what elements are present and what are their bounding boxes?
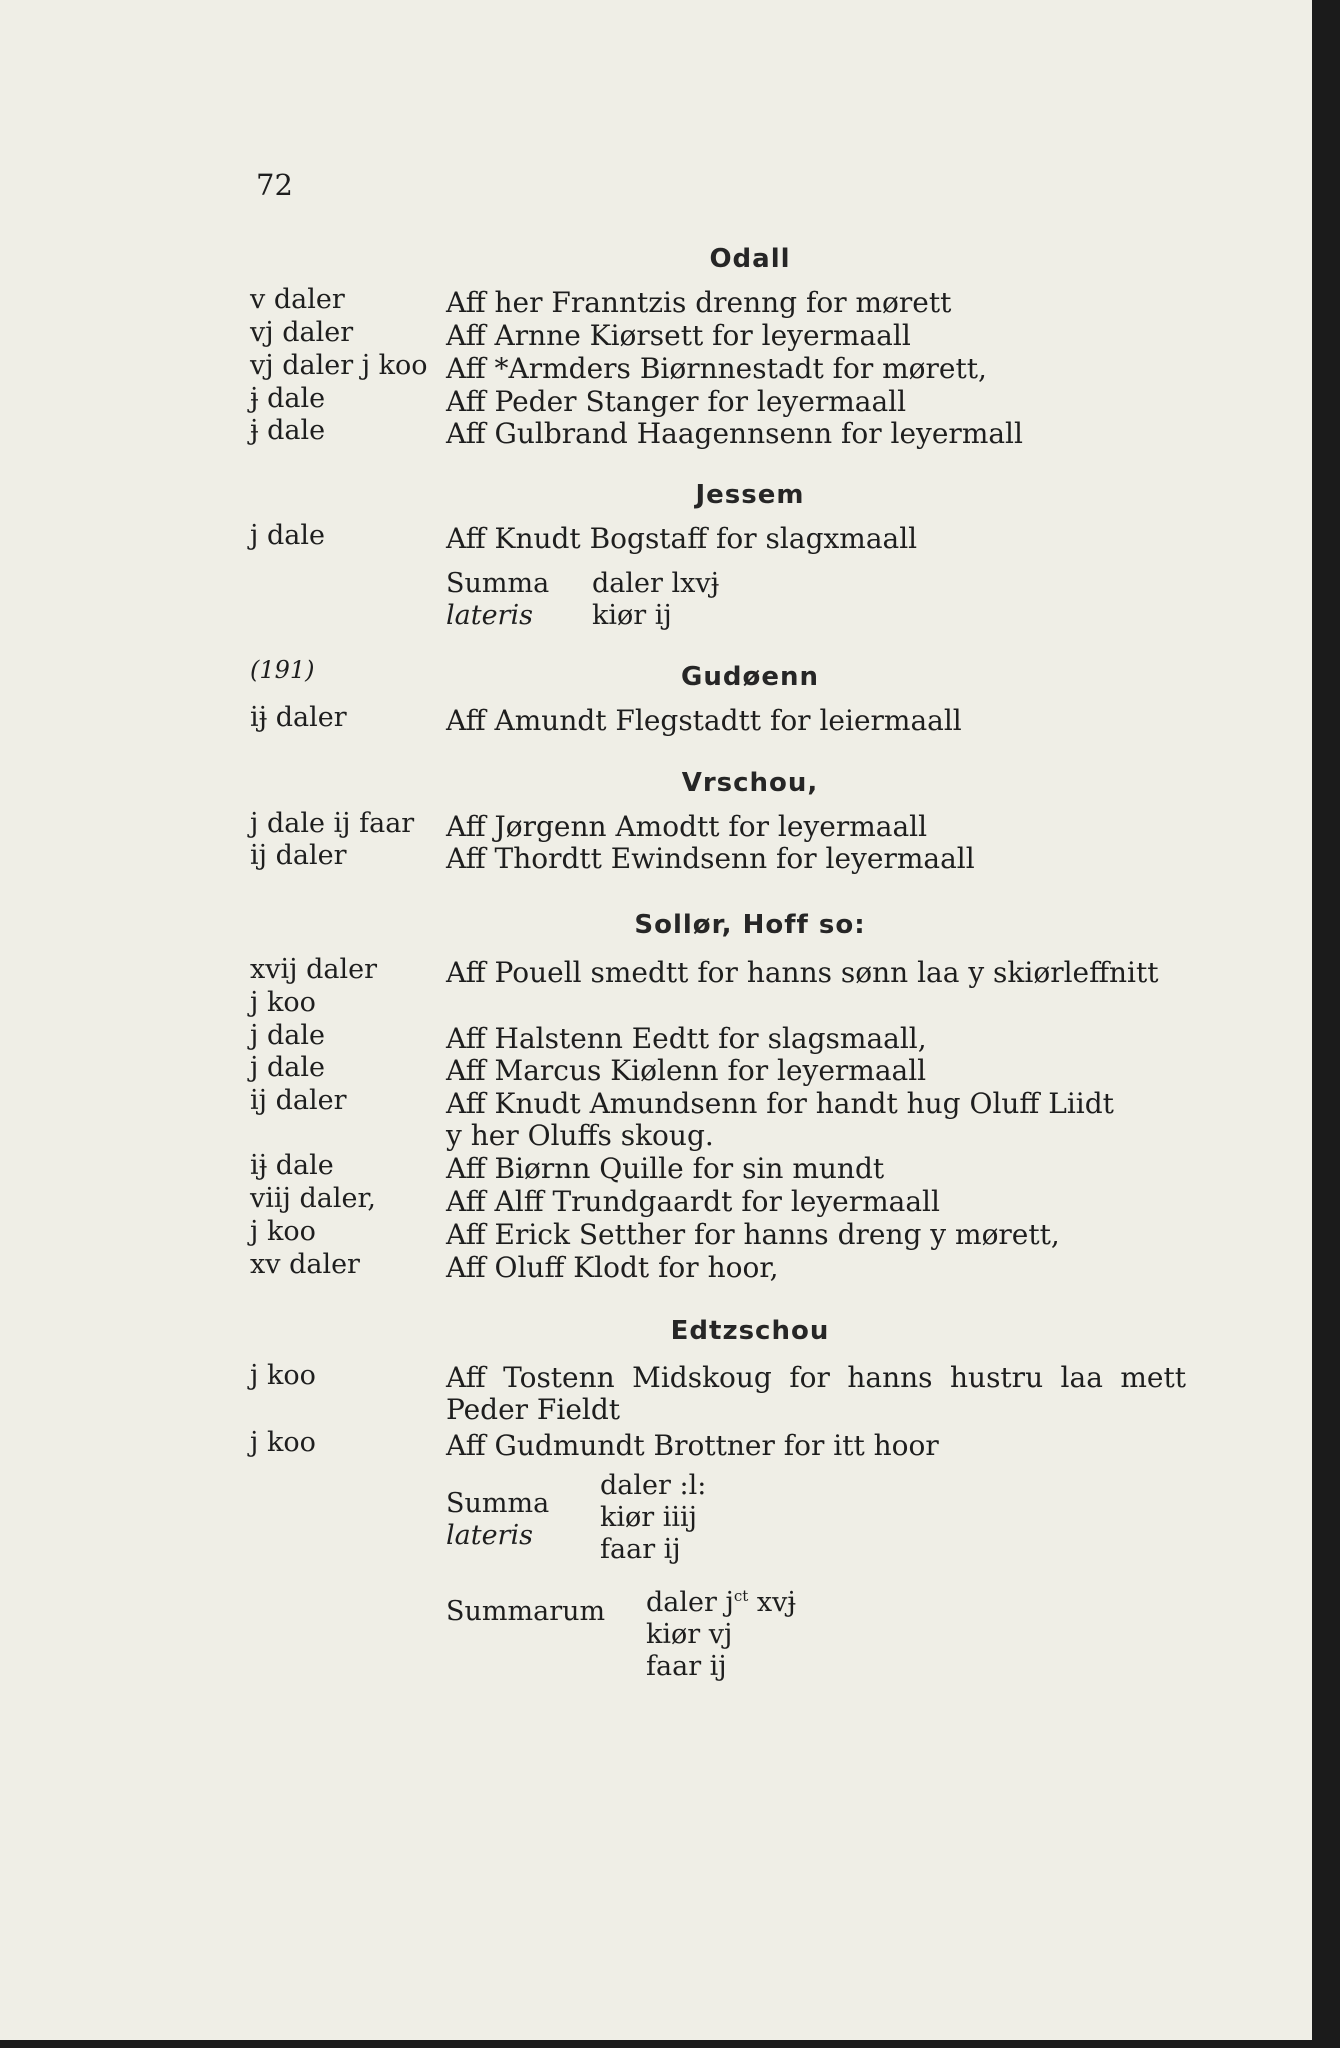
summa-values xyxy=(592,568,719,632)
section-heading-jessem: Jessem xyxy=(695,480,805,510)
summarum-value-prefix: daler j xyxy=(646,1587,734,1618)
entry-amount: ɉ dale xyxy=(250,383,326,414)
entry-text: Aff Oluff Klodt for hoor, xyxy=(446,1251,779,1284)
entry-text: Aff Pouell smedtt for hanns sønn laa y skiørleffnitt xyxy=(446,956,1159,989)
entry-amount: xvij daler xyxy=(250,954,377,985)
summa-label xyxy=(446,1488,549,1552)
entry-text: Aff Knudt Bogstaff for slagxmaall xyxy=(446,522,918,555)
entry-amount: j dale xyxy=(250,1052,325,1083)
page-reference: (191) xyxy=(250,656,315,684)
section-heading-odall: Odall xyxy=(709,244,791,274)
entry-amount: viij daler, xyxy=(250,1183,376,1214)
entry-amount: j koo xyxy=(250,987,316,1018)
summarum-value-superscript: ct xyxy=(733,1587,749,1605)
entry-text: Aff Peder Stanger for leyermaall xyxy=(446,385,907,418)
entry-text: Aff Biørnn Quille for sin mundt xyxy=(446,1152,885,1185)
section-heading-edtzschou: Edtzschou xyxy=(670,1316,830,1346)
entry-text: Aff Knudt Amundsenn for handt hug Oluff Liidt xyxy=(446,1087,1114,1120)
entry-amount: vj daler j koo xyxy=(250,350,428,381)
entry-text: Aff Thordtt Ewindsenn for leyermaall xyxy=(446,842,975,875)
entry-text: Aff Gudmundt Brottner for itt hoor xyxy=(446,1429,939,1462)
summa-value: daler lxvɉ xyxy=(592,568,720,599)
section-heading-sollor: Sollør, Hoff so: xyxy=(634,910,866,940)
summarum-values xyxy=(646,1580,796,1683)
entry-amount: iɉ daler xyxy=(250,702,347,733)
summa-values xyxy=(600,1470,706,1566)
summa-value: faar ij xyxy=(600,1534,681,1565)
summarum-value-suffix: xvɉ xyxy=(748,1587,796,1618)
entry-text: Aff Gulbrand Haagennsenn for leyermall xyxy=(446,417,1023,450)
entry-text: Aff Erick Setther for hanns dreng y mørett, xyxy=(446,1218,1060,1251)
summarum-value xyxy=(646,1580,796,1619)
entry-amount: j dale xyxy=(250,1020,325,1051)
entry-amount: j dale xyxy=(250,520,325,551)
entry-text: Aff Jørgenn Amodtt for leyermaall xyxy=(446,810,928,843)
summarum-value: kiør vj xyxy=(646,1619,733,1650)
summarum-value: faar ij xyxy=(646,1651,727,1682)
summarum-label: Summarum xyxy=(446,1596,606,1627)
page-number: 72 xyxy=(256,168,293,202)
summa-label-line: lateris xyxy=(446,1520,533,1551)
entry-amount: vj daler xyxy=(250,317,354,348)
summa-label-line: lateris xyxy=(446,600,533,631)
entry-text: Aff Arnne Kiørsett for leyermaall xyxy=(446,319,911,352)
entry-amount: v daler xyxy=(250,284,345,315)
entry-amount: j koo xyxy=(250,1216,316,1247)
entry-amount: ɉ dale xyxy=(250,415,326,446)
summa-value: kiør iiij xyxy=(600,1502,698,1533)
summa-label xyxy=(446,568,549,632)
summa-label-line: Summa xyxy=(446,1488,550,1519)
entry-text: Aff her Franntzis drenng for mørett xyxy=(446,286,952,319)
entry-text-continuation: y her Oluffs skoug. xyxy=(446,1119,714,1152)
entry-amount: iɉ dale xyxy=(250,1150,334,1181)
entry-text: Aff Tostenn Midskoug for hanns hustru laa mett Peder Fieldt xyxy=(446,1361,1186,1426)
entry-text: Aff *Armders Biørnnestadt for mørett, xyxy=(446,352,987,385)
entry-text: Aff Halstenn Eedtt for slagsmaall, xyxy=(446,1022,927,1055)
entry-amount: xv daler xyxy=(250,1249,360,1280)
summa-value: daler :l: xyxy=(600,1470,707,1501)
entry-amount: j dale ij faar xyxy=(250,808,415,839)
entry-amount: j koo xyxy=(250,1360,316,1391)
entry-text: Aff Marcus Kiølenn for leyermaall xyxy=(446,1054,927,1087)
summa-value: kiør ij xyxy=(592,600,672,631)
entry-text: Aff Amundt Flegstadtt for leiermaall xyxy=(446,704,962,737)
entry-text: Aff Alff Trundgaardt for leyermaall xyxy=(446,1185,940,1218)
entry-amount: j koo xyxy=(250,1427,316,1458)
section-heading-gudoenn: Gudøenn xyxy=(681,662,819,692)
summa-label-line: Summa xyxy=(446,568,550,599)
section-heading-vrschou: Vrschou, xyxy=(681,768,819,798)
entry-amount: ij daler xyxy=(250,840,347,871)
entry-amount: ij daler xyxy=(250,1085,347,1116)
